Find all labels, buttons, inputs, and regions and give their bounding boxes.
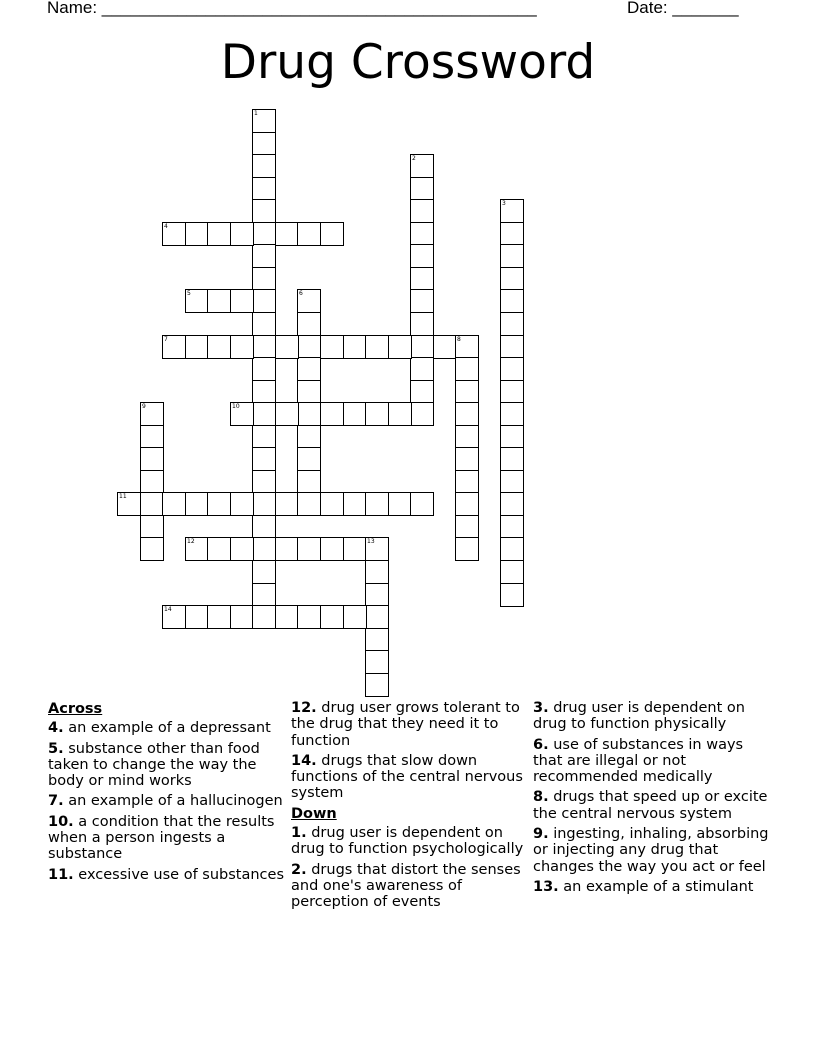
crossword-cell[interactable] — [365, 605, 389, 629]
crossword-cell[interactable] — [230, 335, 254, 359]
crossword-cell[interactable] — [500, 244, 524, 268]
crossword-cell[interactable] — [252, 357, 276, 381]
crossword-cell[interactable] — [388, 492, 412, 516]
section-heading-across: Across — [48, 701, 103, 717]
crossword-cell[interactable] — [297, 605, 321, 629]
crossword-cell[interactable] — [297, 447, 321, 471]
crossword-cell[interactable] — [500, 560, 524, 584]
crossword-cell[interactable] — [297, 357, 321, 381]
clue-number: 2 — [412, 155, 416, 162]
crossword-cell[interactable] — [410, 222, 434, 246]
crossword-cell[interactable] — [343, 537, 367, 561]
clue-item-number: 9. — [533, 826, 549, 843]
crossword-cell[interactable] — [500, 289, 524, 313]
crossword-cell[interactable] — [252, 335, 276, 359]
crossword-cell[interactable] — [410, 289, 434, 313]
crossword-cell[interactable] — [343, 335, 367, 359]
clue-item-text: an example of a stimulant — [563, 878, 754, 895]
clue-item — [291, 700, 527, 749]
crossword-cell[interactable] — [410, 357, 434, 381]
clue-item-number: 12. — [291, 700, 317, 716]
crossword-cell[interactable] — [230, 402, 254, 426]
crossword-cell[interactable] — [500, 583, 524, 607]
crossword-cell[interactable] — [275, 222, 299, 246]
crossword-cell[interactable] — [433, 335, 457, 359]
clue-item-number: 5. — [48, 740, 64, 757]
crossword-cell[interactable] — [455, 380, 479, 404]
crossword-cell[interactable] — [230, 605, 254, 629]
crossword-cell[interactable] — [500, 267, 524, 291]
crossword-cell[interactable] — [140, 470, 164, 494]
crossword-cell[interactable] — [207, 222, 231, 246]
crossword-cell[interactable] — [455, 515, 479, 539]
clue-item-number: 7. — [48, 793, 64, 810]
crossword-cell[interactable] — [140, 447, 164, 471]
crossword-cell[interactable] — [500, 402, 524, 426]
crossword-cell[interactable] — [252, 605, 276, 629]
crossword-cell[interactable] — [500, 312, 524, 336]
clue-number: 13 — [367, 538, 375, 545]
crossword-cell[interactable] — [162, 222, 186, 246]
crossword-cell[interactable] — [140, 402, 164, 426]
crossword-cell[interactable] — [252, 267, 276, 291]
crossword-cell[interactable] — [207, 605, 231, 629]
clue-item — [291, 862, 527, 911]
crossword-cell[interactable] — [320, 605, 344, 629]
crossword-cell[interactable] — [297, 312, 321, 336]
crossword-cell[interactable] — [252, 177, 276, 201]
clue-item-text: drugs that distort the senses and one's awareness of perception of events — [291, 861, 521, 911]
clue-number: 14 — [164, 606, 172, 613]
crossword-cell[interactable] — [140, 492, 164, 516]
crossword-cell[interactable] — [365, 650, 389, 674]
crossword-cell[interactable] — [365, 537, 389, 561]
crossword-cell[interactable] — [500, 537, 524, 561]
clue-item-text: use of substances in ways that are illegal or not recommended medically — [533, 736, 744, 786]
clue-number: 8 — [457, 336, 461, 343]
crossword-cell[interactable] — [500, 470, 524, 494]
crossword-cell[interactable] — [140, 425, 164, 449]
clue-item — [48, 741, 284, 790]
clue-item-number: 13. — [533, 878, 559, 895]
clue-item — [533, 789, 769, 822]
date-field-label: Date: _______ — [627, 0, 739, 17]
clue-item-number: 1. — [291, 825, 307, 842]
clue-item-number: 10. — [48, 813, 74, 830]
crossword-cell[interactable] — [252, 425, 276, 449]
crossword-cell[interactable] — [455, 537, 479, 561]
clue-item — [48, 720, 284, 736]
crossword-cell[interactable] — [252, 537, 276, 561]
crossword-cell[interactable] — [207, 335, 231, 359]
clue-number: 9 — [142, 403, 146, 410]
crossword-cell[interactable] — [297, 425, 321, 449]
clue-item — [291, 753, 527, 802]
clue-item — [533, 879, 769, 895]
clue-item — [533, 826, 769, 875]
crossword-cell[interactable] — [410, 177, 434, 201]
crossword-cell[interactable] — [365, 628, 389, 652]
crossword-cell[interactable] — [185, 537, 209, 561]
crossword-cell[interactable] — [297, 492, 321, 516]
crossword-cell[interactable] — [320, 335, 344, 359]
crossword-cell[interactable] — [455, 335, 479, 359]
crossword-cell[interactable] — [252, 244, 276, 268]
clue-item-text: excessive use of substances — [78, 866, 285, 883]
crossword-cell[interactable] — [500, 425, 524, 449]
crossword-cell[interactable] — [320, 492, 344, 516]
crossword-cell[interactable] — [410, 244, 434, 268]
crossword-cell[interactable] — [410, 154, 434, 178]
crossword-cell[interactable] — [455, 492, 479, 516]
crossword-cell[interactable] — [365, 492, 389, 516]
clue-item-text: substance other than food taken to change the way the body or mind works — [48, 740, 260, 790]
crossword-cell[interactable] — [230, 289, 254, 313]
clue-item — [291, 825, 527, 858]
crossword-cell[interactable] — [410, 380, 434, 404]
clue-number: 3 — [502, 200, 506, 207]
crossword-cell[interactable] — [455, 470, 479, 494]
clue-item-text: ingesting, inhaling, absorbing or injecting any drug that changes the way you act or feel — [533, 826, 769, 875]
clue-column-3 — [533, 700, 769, 899]
clue-number: 5 — [187, 290, 191, 297]
clue-number: 7 — [164, 336, 168, 343]
crossword-cell[interactable] — [410, 335, 434, 359]
crossword-cell[interactable] — [343, 605, 367, 629]
clue-column-2 — [291, 700, 527, 915]
crossword-cell[interactable] — [275, 537, 299, 561]
crossword-cell[interactable] — [365, 673, 389, 697]
crossword-cell[interactable] — [297, 537, 321, 561]
clue-item-text: drug user is dependent on drug to function psychologically — [291, 825, 524, 858]
clue-number: 11 — [119, 493, 127, 500]
crossword-cell[interactable] — [343, 402, 367, 426]
clue-item — [48, 793, 284, 809]
crossword-cell[interactable] — [365, 560, 389, 584]
clue-number: 10 — [232, 403, 240, 410]
clue-item — [48, 867, 284, 883]
crossword-cell[interactable] — [297, 335, 321, 359]
crossword-cell[interactable] — [252, 154, 276, 178]
crossword-cell[interactable] — [388, 402, 412, 426]
clue-item-text: an example of a depressant — [68, 720, 271, 737]
clue-number: 4 — [164, 223, 168, 230]
name-field-label: Name: ______________________________________________ — [47, 0, 537, 17]
crossword-cell[interactable] — [162, 605, 186, 629]
crossword-cell[interactable] — [365, 335, 389, 359]
clue-item-text: drugs that slow down functions of the central nervous system — [291, 752, 523, 802]
crossword-cell[interactable] — [343, 492, 367, 516]
crossword-cell[interactable] — [185, 492, 209, 516]
crossword-cell[interactable] — [365, 583, 389, 607]
clue-item-text: an example of a hallucinogen — [68, 793, 283, 810]
crossword-cell[interactable] — [252, 312, 276, 336]
clue-item — [533, 737, 769, 786]
clue-number: 1 — [254, 110, 258, 117]
crossword-cell[interactable] — [297, 470, 321, 494]
crossword-cell[interactable] — [297, 222, 321, 246]
crossword-cell[interactable] — [252, 199, 276, 223]
crossword-cell[interactable] — [500, 222, 524, 246]
crossword-cell[interactable] — [455, 425, 479, 449]
crossword-cell[interactable] — [207, 537, 231, 561]
crossword-cell[interactable] — [410, 492, 434, 516]
crossword-cell[interactable] — [185, 289, 209, 313]
crossword-cell[interactable] — [207, 492, 231, 516]
crossword-cell[interactable] — [275, 402, 299, 426]
crossword-cell[interactable] — [252, 222, 276, 246]
crossword-cell[interactable] — [297, 402, 321, 426]
crossword-cell[interactable] — [252, 515, 276, 539]
clue-item-number: 4. — [48, 720, 64, 737]
crossword-cell[interactable] — [252, 380, 276, 404]
clue-item — [48, 814, 284, 863]
crossword-cell[interactable] — [117, 492, 141, 516]
clue-number: 12 — [187, 538, 195, 545]
crossword-cell[interactable] — [500, 492, 524, 516]
crossword-cell[interactable] — [297, 380, 321, 404]
crossword-cell[interactable] — [252, 470, 276, 494]
crossword-cell[interactable] — [185, 605, 209, 629]
crossword-cell[interactable] — [455, 447, 479, 471]
clue-column-1 — [48, 700, 284, 887]
crossword-cell[interactable] — [230, 222, 254, 246]
clue-item-text: drugs that speed up or excite the central nervous system — [533, 789, 768, 822]
crossword-cell[interactable] — [320, 402, 344, 426]
crossword-cell[interactable] — [275, 605, 299, 629]
crossword-cell[interactable] — [252, 289, 276, 313]
crossword-cell[interactable] — [500, 199, 524, 223]
crossword-cell[interactable] — [230, 537, 254, 561]
crossword-cell[interactable] — [140, 537, 164, 561]
section-heading-down: Down — [291, 805, 337, 822]
crossword-cell[interactable] — [500, 380, 524, 404]
crossword-cell[interactable] — [410, 199, 434, 223]
crossword-cell[interactable] — [455, 402, 479, 426]
page-title: Drug Crossword — [220, 35, 596, 90]
clue-item-number: 11. — [48, 866, 74, 883]
crossword-cell[interactable] — [275, 492, 299, 516]
crossword-cell[interactable] — [297, 289, 321, 313]
crossword-cell[interactable] — [500, 447, 524, 471]
crossword-cell[interactable] — [500, 357, 524, 381]
crossword-cell[interactable] — [252, 560, 276, 584]
clue-item-text: drug user grows tolerant to the drug that they need it to function — [291, 700, 520, 749]
crossword-cell[interactable] — [320, 222, 344, 246]
clue-item-number: 3. — [533, 700, 549, 716]
crossword-cell[interactable] — [275, 335, 299, 359]
clue-number: 6 — [299, 290, 303, 297]
clue-item-number: 6. — [533, 736, 549, 753]
crossword-cell[interactable] — [207, 289, 231, 313]
crossword-cell[interactable] — [410, 312, 434, 336]
crossword-cell[interactable] — [252, 447, 276, 471]
clue-item-text: drug user is dependent on drug to function physically — [533, 700, 745, 733]
crossword-cell[interactable] — [320, 537, 344, 561]
crossword-cell[interactable] — [500, 515, 524, 539]
crossword-cell[interactable] — [252, 109, 276, 133]
crossword-cell[interactable] — [185, 222, 209, 246]
crossword-cell[interactable] — [252, 402, 276, 426]
crossword-cell[interactable] — [252, 492, 276, 516]
crossword-cell[interactable] — [252, 132, 276, 156]
crossword-cell[interactable] — [455, 357, 479, 381]
crossword-cell[interactable] — [365, 402, 389, 426]
crossword-cell[interactable] — [500, 335, 524, 359]
clue-item-number: 8. — [533, 789, 549, 806]
crossword-cell[interactable] — [140, 515, 164, 539]
clue-item-number: 14. — [291, 752, 317, 769]
crossword-cell[interactable] — [410, 402, 434, 426]
clue-item-text: a condition that the results when a person ingests a substance — [48, 813, 275, 863]
clue-item — [533, 700, 769, 733]
crossword-cell[interactable] — [230, 492, 254, 516]
crossword-cell[interactable] — [410, 267, 434, 291]
clue-item-number: 2. — [291, 861, 307, 878]
crossword-cell[interactable] — [252, 583, 276, 607]
crossword-cell[interactable] — [162, 335, 186, 359]
crossword-cell[interactable] — [388, 335, 412, 359]
crossword-cell[interactable] — [162, 492, 186, 516]
crossword-cell[interactable] — [185, 335, 209, 359]
